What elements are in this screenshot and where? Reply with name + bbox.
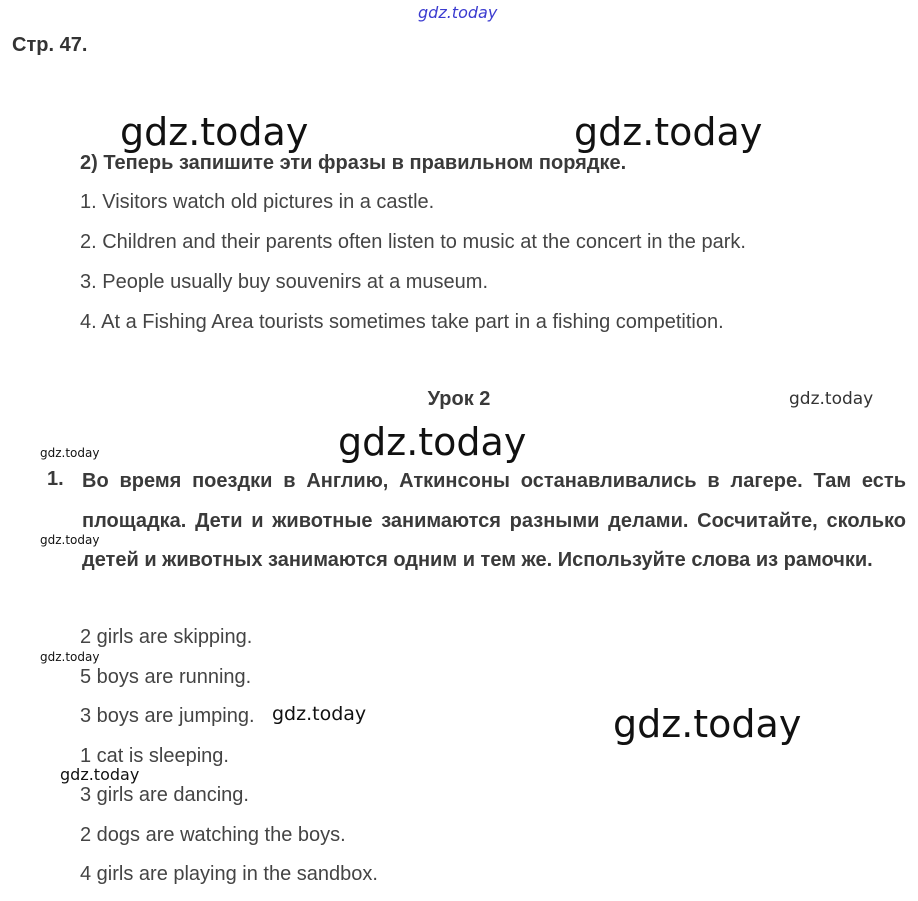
page-number: Стр. 47. xyxy=(12,34,88,56)
answer-line: 3 boys are jumping. xyxy=(80,705,255,727)
answer-line: 5 boys are running. xyxy=(80,666,252,688)
watermark: gdz.today xyxy=(338,420,527,464)
watermark: gdz.today xyxy=(272,703,367,725)
sentence-line: 4. At a Fishing Area tourists sometimes take part in a fishing competition. xyxy=(80,311,724,333)
watermark: gdz.today xyxy=(418,3,498,22)
answer-line: 3 girls are dancing. xyxy=(80,784,249,806)
watermark: gdz.today xyxy=(40,533,100,547)
watermark: gdz.today xyxy=(574,110,763,154)
watermark: gdz.today xyxy=(613,702,802,746)
task-heading: 2) Теперь запишите эти фразы в правильном порядке. xyxy=(80,152,627,174)
answer-line: 2 dogs are watching the boys. xyxy=(80,824,346,846)
watermark: gdz.today xyxy=(60,765,140,784)
sentence-line: 3. People usually buy souvenirs at a museum. xyxy=(80,271,488,293)
exercise-instruction: Во время поездки в Англию, Аткинсоны останавливались в лагере. Там есть площадка. Дети и животные занимаются разными делами. Сосчитайте, сколько детей и животных занимаются одним и тем же. Используйте слова из рамочки. xyxy=(82,470,906,571)
watermark: gdz.today xyxy=(120,110,309,154)
answer-line: 4 girls are playing in the sandbox. xyxy=(80,863,378,885)
lesson-title: Урок 2 xyxy=(427,388,491,410)
exercise-number: 1. xyxy=(47,468,64,490)
sentence-line: 2. Children and their parents often listen to music at the concert in the park. xyxy=(80,231,746,253)
watermark: gdz.today xyxy=(40,446,100,460)
answer-line: 1 cat is sleeping. xyxy=(80,745,229,767)
watermark: gdz.today xyxy=(40,650,100,664)
sentence-line: 1. Visitors watch old pictures in a castle. xyxy=(80,191,435,213)
answer-line: 2 girls are skipping. xyxy=(80,626,253,648)
watermark: gdz.today xyxy=(789,389,874,409)
